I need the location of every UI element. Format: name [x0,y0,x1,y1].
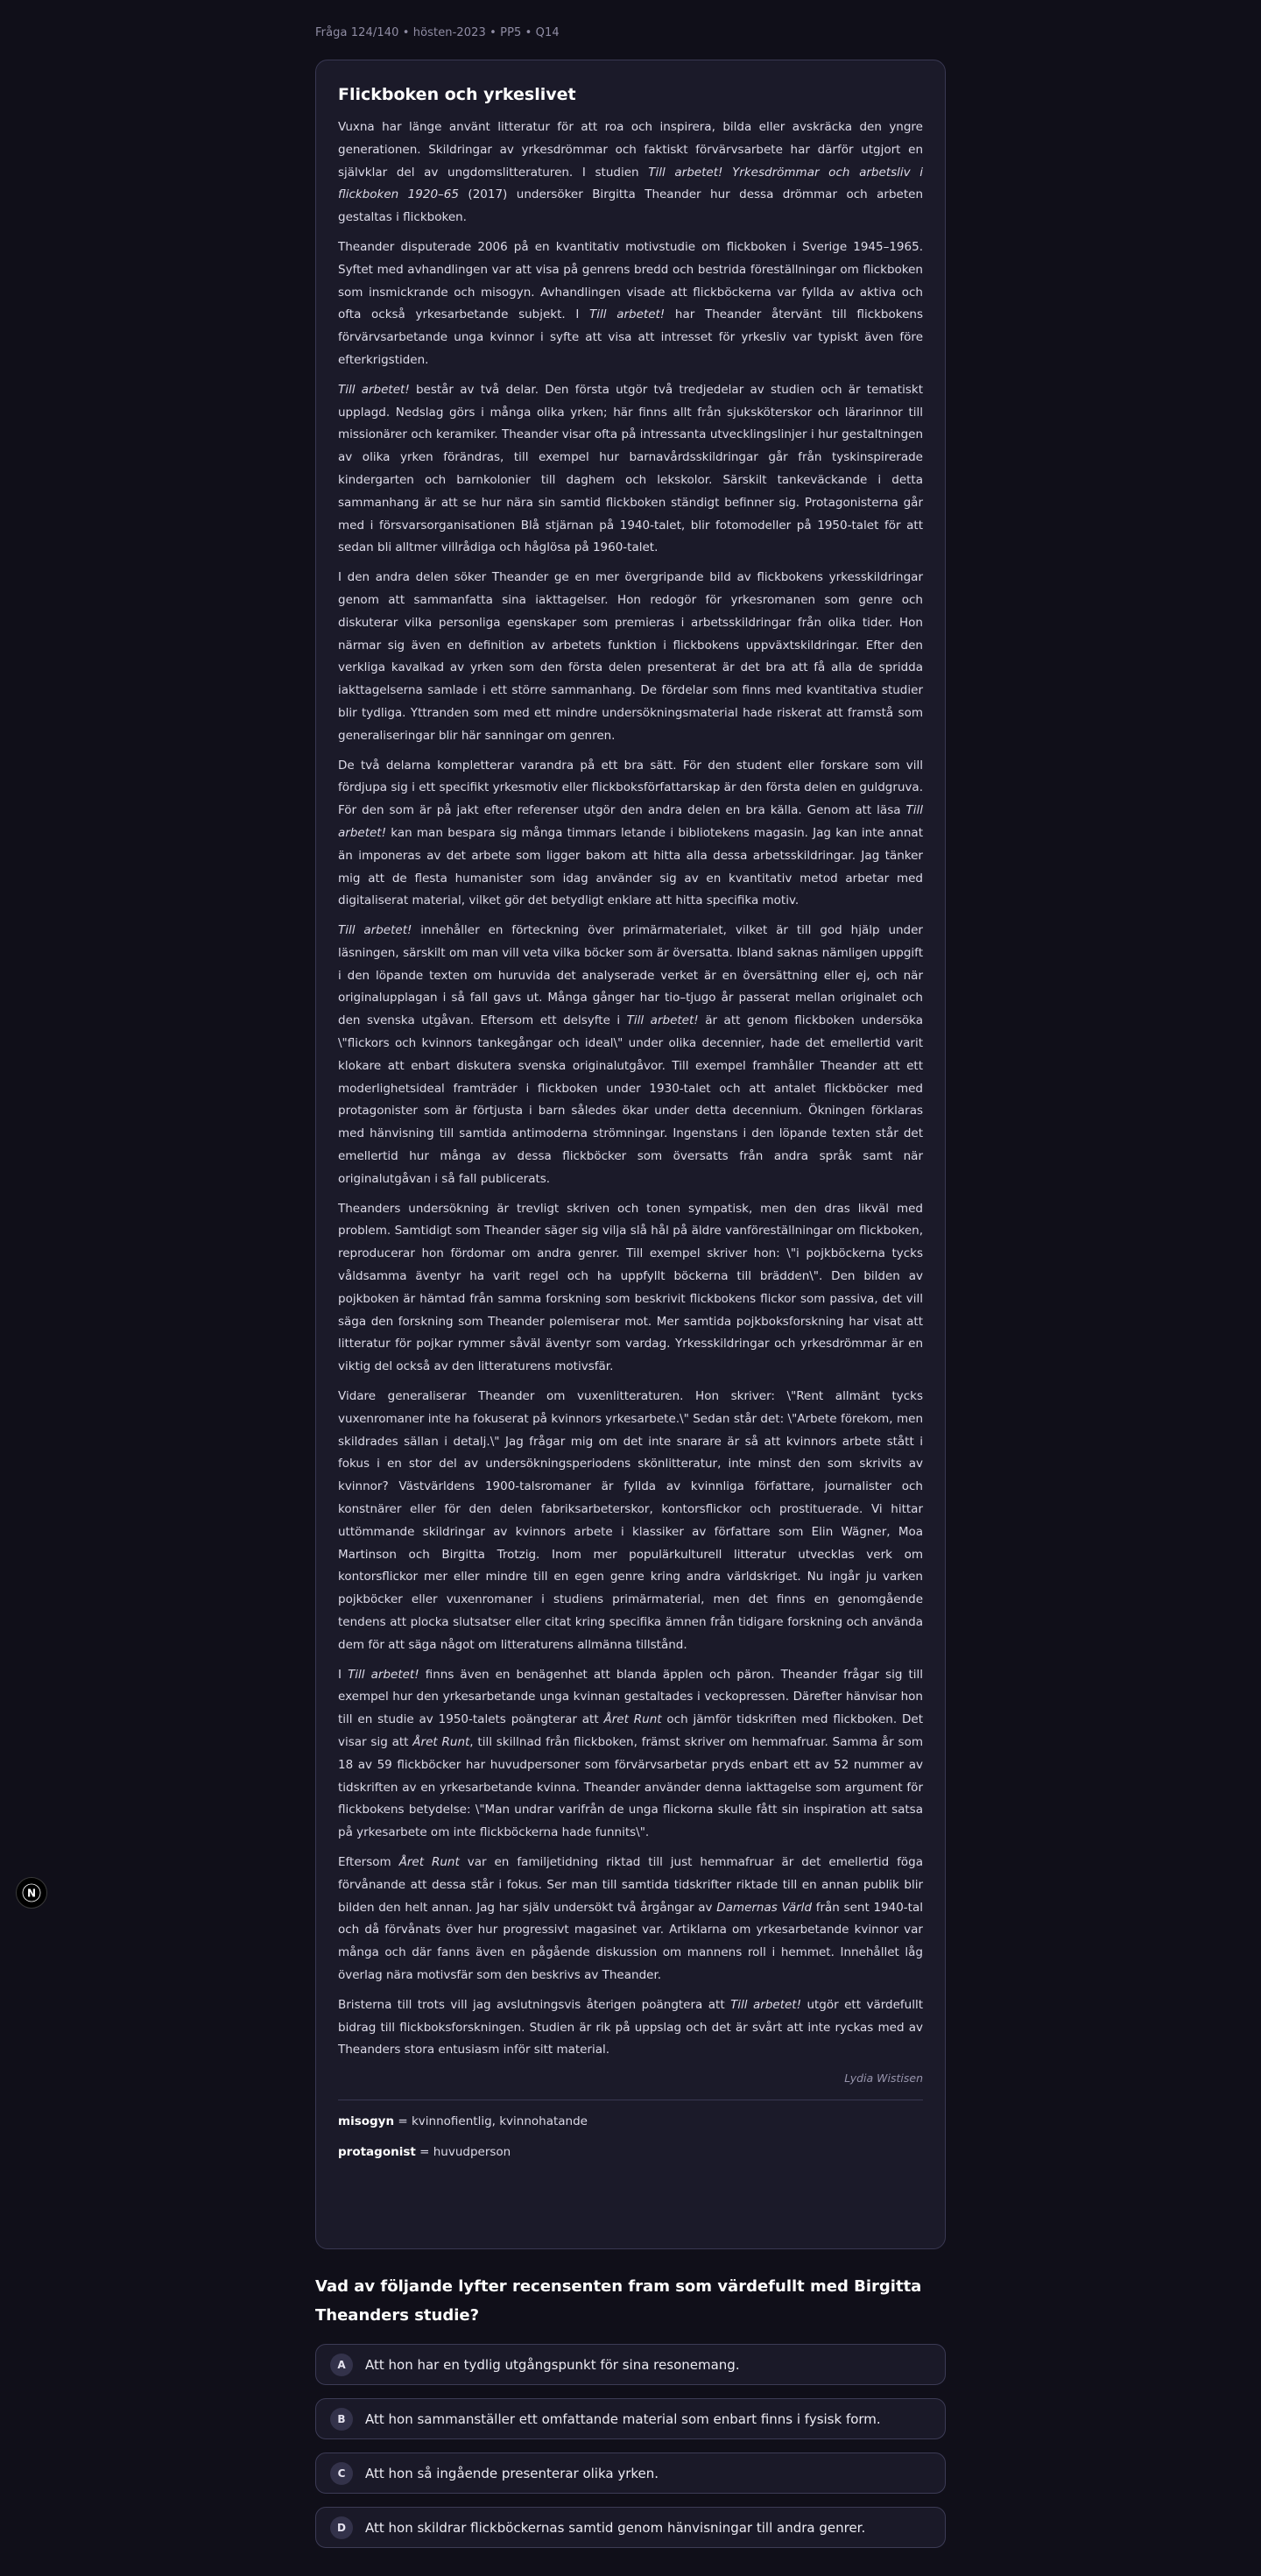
paragraph-text: Theander disputerade 2006 på en kvantitativ motivstudie om flickboken i Sverige 1945–1965. Syftet med avhandlingen var att visa på genrens bredd och bestrida föreställningar om flickboken som insmickrande och misogyn. Avhandlingen visade att flickböckerna var fyllda av aktiva och ofta också yrkesarbetande subjekt. I [338,239,923,322]
paragraph-text: Vuxna har länge använt litteratur för att roa och inspirera, bilda eller avskräcka den yngre generationen. Skildringar av yrkesdrömmar och faktiskt förvärvsarbete har därför utgjort en självklar del av ungdomslitteraturen. I studien [338,120,923,180]
italic-title-text: Till arbetet! Yrkesdrömmar och arbetsliv i flickboken 1920–65 [338,165,924,202]
article-paragraph [338,755,923,914]
article-paragraph [338,1386,923,1657]
paragraph-text: från sent 1940-tal och då förvånats över hur progressivt magasinet var. Artiklarna om yrkesarbetande kvinnor var många och där fanns även en pågående diskussion om mannens roll i hemmet. Innehållet låg överlag nära motivsfär som den beskrivs av Theander. [338,1900,923,1982]
glossary [338,2112,923,2162]
glossary-entry [338,2142,923,2162]
italic-title-text: Till arbetet! [338,382,410,397]
italic-title-text: Damernas Värld [716,1900,813,1915]
paragraph-text: har Theander återvänt till flickbokens förvärvsarbetande unga kvinnor i syfte att visa att intresset för yrkesliv var typiskt även före efterkrigstiden. [338,307,923,367]
paragraph-text: De två delarna kompletterar varandra på ett bra sätt. För den student eller forskare som vill fördjupa sig i ett specifikt yrkesmotiv eller flickboksförfattarskap är den första delen en guldgruva. För den som är på jakt efter referenser utgör den andra delen en bra källa. Genom att läsa [338,758,923,818]
paragraph-text: I [338,1667,349,1682]
italic-title-text: Året Runt [412,1734,470,1749]
article-body [338,116,923,2062]
paragraph-text: Theanders undersökning är trevligt skriven och tonen sympatisk, men den dras likväl med problem. Samtidigt som Theander säger sig vilja slå hål på äldre vanföreställningar om flickboken, reproducerar hon fördomar om andra genrer. Till exempel skriver hon: \"i pojkböckerna tycks våldsamma äventyr ha varit regel och ha uppfyllt böckerna till brädden\". Den bilden av pojkboken är hämtad från samma forskning som beskrivit flickbokens flickor som passiva, det vill säga den forskning som Theander polemiserar mot. Mer samtida pojkboksforskning har visat att litteratur för pojkar rymmer såväl äventyr som vardag. Yrkesskildringar och yrkesdrömmar är en viktig del också av den litteraturens motivsfär. [338,1201,923,1374]
option-letter-badge: D [330,2516,353,2539]
italic-title-text: Till arbetet! [348,1667,419,1682]
italic-title-text: Till arbetet! [730,1997,802,2012]
glossary-entry [338,2112,923,2131]
paragraph-text: kan man bespara sig många timmars letande i bibliotekens magasin. Jag kan inte annat än imponeras av det arbete som ligger bakom att hitta alla dessa arbetsskildringar. Jag tänker mig att de flesta humanister som idag använder sig av en kvantitativ metod arbetar med digitaliserat material, vilket gör det betydligt enklare att hitta specifika motiv. [338,825,923,908]
answer-option-c[interactable] [315,2452,946,2494]
italic-title-text: Till arbetet! [338,923,412,938]
paragraph-text: finns även en benägenhet att blanda äpplen och päron. Theander frågar sig till exempel hur den yrkesarbetande unga kvinnan gestaltades i veckopressen. Därefter hänvisar hon till en studie av 1950-talets poängterar att [338,1667,923,1727]
article-paragraph [338,1664,923,1845]
article-paragraph [338,567,923,747]
question-meta: Fråga 124/140 • hösten-2023 • PP5 • Q14 [315,26,560,39]
option-text: Att hon skildrar flickböckernas samtid genom hänvisningar till andra genrer. [365,2519,866,2536]
glossary-definition: = kvinnofientlig, kvinnohatande [394,2114,588,2129]
italic-title-text: Till arbetet! [338,803,923,840]
article-paragraph [338,1198,923,1379]
italic-title-text: Året Runt [603,1712,662,1727]
nextjs-logo-icon [22,1883,41,1902]
italic-title-text: Året Runt [398,1854,460,1869]
article-paragraph [338,1852,923,1987]
nextjs-logo-button[interactable] [16,1877,47,1909]
paragraph-text: består av två delar. Den första utgör två tredjedelar av studien och är tematiskt upplagd. Nedslag görs i många olika yrken; här finns allt från sjuksköterskor och lärarinnor till missionärer och keramiker. Theander visar ofta på intressanta utvecklingslinjer i hur gestaltningen av olika yrken förändras, till exempel hur barnavårdsskildringar går från tyskinspirerade kindergarten och barnkolonier till daghem och lekskolor. Särskilt tankeväckande i detta sammanhang är att se hur nära sin samtid flickboken ständigt befinner sig. Protagonisterna går med i försvarsorganisationen Blå stjärnan på 1940-talet, blir fotomodeller på 1950-talet för att sedan bli alltmer villrådiga och håglösa på 1960-talet. [338,382,923,555]
article-paragraph [338,379,923,560]
paragraph-text: var en familjetidning riktad till just hemmafruar är det emellertid föga förvånande att dessa står i fokus. Ser man till samtida tidskrifter riktade till en annan publik blir bilden den helt annan. Jag har själv undersökt två årgångar av [338,1854,923,1915]
paragraph-text: innehåller en förteckning över primärmaterialet, vilket är till god hjälp under läsningen, särskilt om man vill veta vilka böcker som är översatta. Ibland saknas nämligen uppgift i den löpande texten om huruvida det analyserade verket är en översättning eller ej, och när originalupplagan i så fall gavs ut. Många gånger har tio–tjugo år passerat mellan originalet och den svenska utgåvan. Eftersom ett delsyfte i [338,923,923,1028]
answer-option-d[interactable] [315,2507,946,2548]
glossary-term: protagonist [338,2145,416,2160]
article-paragraph [338,236,923,372]
article-paragraph [338,920,923,1191]
paragraph-text: (2017) undersöker Birgitta Theander hur dessa drömmar och arbeten gestaltas i flickboken. [338,187,924,225]
option-letter-badge: A [330,2354,353,2376]
paragraph-text: Eftersom [338,1854,399,1869]
paragraph-text: I den andra delen söker Theander ge en mer övergripande bild av flickbokens yrkesskildringar genom att sammanfatta sina iakttagelser. Hon redogör för yrkesromanen som genre och diskuterar vilka personliga egenskaper som premieras i arbetsskildringar från olika tider. Hon närmar sig även en definition av arbetets funktion i flickbokens uppväxtskildringar. Efter den verkliga kavalkad av yrken som den första delen presenterat är det bra att få alla de spridda iakttagelserna samlade i ett större sammanhang. De fördelar som finns med kvantitativa studier blir tydliga. Yttranden som med ett mindre undersökningsmaterial hade riskerat att framstå som generaliseringar blir här sanningar om genren. [338,570,923,743]
answer-option-b[interactable] [315,2398,946,2439]
italic-title-text: Till arbetet! [589,307,666,322]
paragraph-text: utgör ett värdefullt bidrag till flickboksforskningen. Studien är rik på uppslag och det är svårt att inte ryckas med av Theanders stora entusiasm inför sitt material. [338,1997,924,2057]
option-text: Att hon sammanställer ett omfattande material som enbart finns i fysisk form. [365,2410,881,2427]
article-card [315,60,946,2249]
question-text: Vad av följande lyfter recensenten fram som värdefullt med Birgitta Theanders studie? [315,2277,922,2325]
option-text: Att hon så ingående presenterar olika yrken. [365,2465,659,2481]
paragraph-text: är att genom flickboken undersöka \"flickors och kvinnors tankegångar och ideal\" under olika decennier, hade det emellertid varit klokare att enbart diskutera svenska originalutgåvor. Till exempel framhåller Theander att ett moderlighetsideal framträder i flickboken under 1930-talet och att antalet flickböcker med protagonister som är förtjusta i barn således ökar under detta decennium. Ökningen förklaras med hänvisning till samtida antimoderna strömningar. Ingenstans i den löpande texten står det emellertid hur många av dessa flickböcker som översatts från andra språk samt när originalutgåvan i så fall publicerats. [338,1013,924,1186]
answer-option-a[interactable] [315,2344,946,2385]
glossary-definition: = huvudperson [415,2145,511,2160]
italic-title-text: Till arbetet! [626,1013,699,1028]
article-author: Lydia Wistisen [844,2071,923,2086]
answer-options [315,2344,946,2561]
paragraph-text: och jämför tidskriften med flickboken. Det visar sig att [338,1712,923,1749]
paragraph-text: , till skillnad från flickboken, främst skriver om hemmafruar. Samma år som 18 av 59 flickböcker har huvudpersoner som förvärvsarbetar pryds enbart ett av 52 nummer av tidskriften av en yrkesarbetande kvinna. Theander använder denna iakttagelse som argument för flickbokens betydelse: \"Man undrar varifrån de unga flickorna skulle fått sin inspiration att satsa på yrkesarbete om inte flickböckerna hade funnits\". [338,1734,923,1840]
fab-label: N [26,1887,37,1900]
paragraph-text: Bristerna till trots vill jag avslutningsvis återigen poängtera att [338,1997,731,2012]
article-paragraph [338,116,923,229]
article-paragraph [338,1994,923,2062]
option-text: Att hon har en tydlig utgångspunkt för sina resonemang. [365,2356,740,2373]
paragraph-text: Vidare generaliserar Theander om vuxenlitteraturen. Hon skriver: \"Rent allmänt tycks vuxenromaner inte ha fokuserat på kvinnors yrkesarbete.\" Sedan står det: \"Arbete förekom, men skildrades sällan i detalj.\" Jag frågar mig om det inte snarare är så att kvinnors arbete stått i fokus i en stor del av undersökningsperiodens skönlitteratur, inte minst den som skrivits av kvinnor? Västvärldens 1900-talsromaner är fyllda av kvinnliga författare, journalister och konstnärer eller för den delen fabriksarbeterskor, kontorsflickor och prostituerade. Vi hittar uttömmande skildringar av kvinnors arbete i klassiker av författare som Elin Wägner, Moa Martinson och Birgitta Trotzig. Inom mer populärkulturell litteratur utvecklas verk om kontorsflickor mer eller mindre till en egen genre kring andra världskriget. Nu ingår ju varken pojkböcker eller vuxenromaner i studiens primärmaterial, men det finns en genomgående tendens att plocka slutsatser eller citat kring specifika ämnen från tidigare forskning och använda dem för att säga något om litteraturens allmänna tillstånd. [338,1389,923,1652]
option-letter-badge: B [330,2408,353,2431]
option-letter-badge: C [330,2462,353,2485]
article-title: Flickboken och yrkeslivet [338,85,576,104]
glossary-term: misogyn [338,2114,395,2129]
